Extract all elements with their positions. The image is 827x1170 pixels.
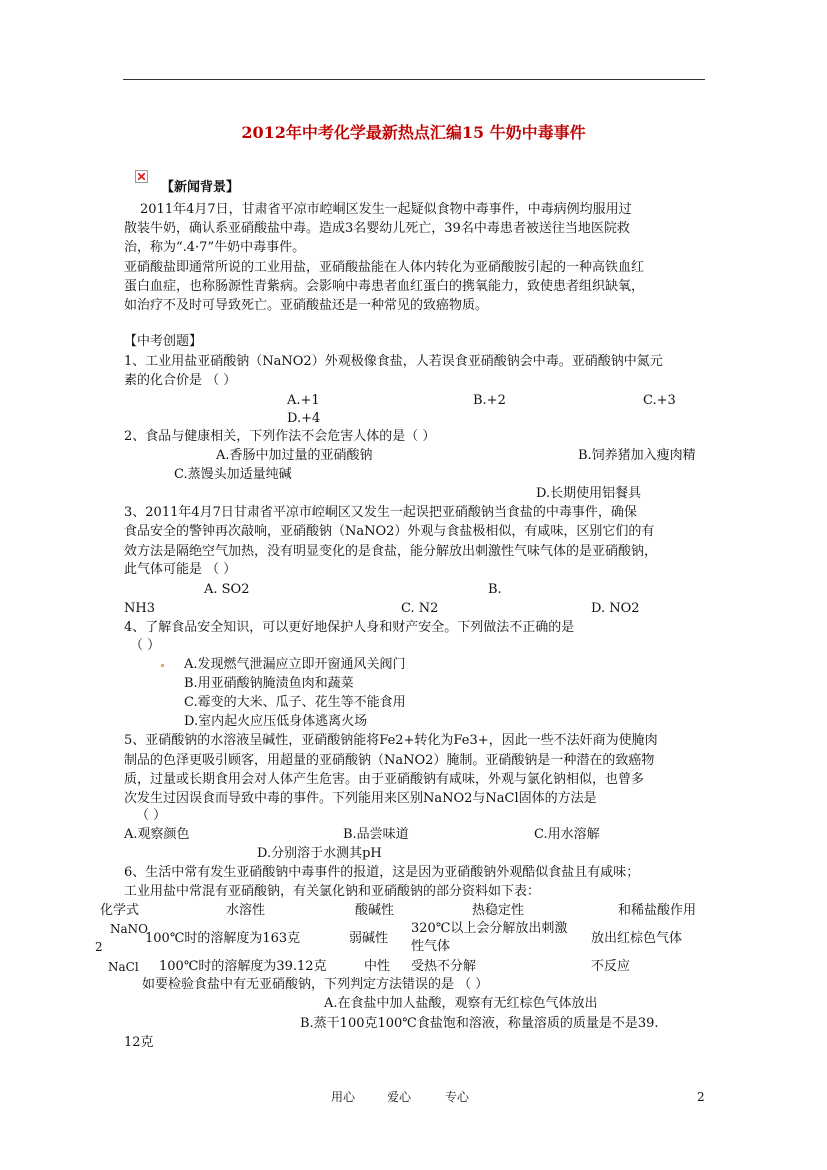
option: A.香肠中加过量的亚硝酸钠 — [216, 448, 373, 463]
option: A.+1 — [287, 393, 320, 408]
news-line: 散装牛奶，确认系亚硝酸盐中毒。造成3名婴幼儿死亡，39名中毒患者被送往当地医院救 — [124, 221, 630, 236]
option: NH3 — [124, 601, 155, 616]
table-cell: 320℃以上会分解放出刺激 — [411, 921, 568, 936]
option: C.蒸馒头加适量纯碱 — [174, 467, 292, 482]
option: 12克 — [124, 1035, 154, 1050]
table-cell: 100℃时的溶解度为163克 — [145, 931, 301, 946]
news-heading: 【新闻背景】 — [161, 180, 240, 195]
option: A.发现燃气泄漏应立即开窗通风关阀门 — [184, 657, 406, 672]
table-cell: 弱碱性 — [349, 931, 389, 946]
question-line: 如要检验食盐中有无亚硝酸钠，下列判定方法错误的是 （ ） — [142, 977, 489, 992]
footer-text: 爱心 — [387, 1090, 412, 1104]
footer-text: 用心 — [331, 1090, 356, 1104]
option: C.+3 — [643, 393, 676, 408]
option: B.饲养猪加入瘦肉精 — [578, 448, 696, 463]
option: D.+4 — [287, 411, 321, 426]
option: B. — [488, 582, 502, 597]
table-cell: NaNO — [110, 922, 148, 936]
table-cell: 受热不分解 — [411, 959, 477, 974]
question-line: 次发生过因误食而导致中毒的事件。下列能用来区别NaNO2与NaCl固体的方法是 — [124, 791, 597, 806]
question-line: 3、2011年4月7日甘肃省平凉市崆峒区又发生一起误把亚硝酸钠当食盐的中毒事件，确保 — [124, 505, 637, 520]
table-cell: 2 — [95, 940, 103, 954]
exam-heading: 【中考创题】 — [124, 334, 203, 349]
news-line: 2011年4月7日，甘肃省平凉市崆峒区发生一起疑似食物中毒事件，中毒病例均服用过 — [140, 202, 632, 217]
option: D.长期使用铝餐具 — [536, 486, 642, 501]
table-cell: 性气体 — [411, 939, 451, 954]
option: C.霉变的大米、瓜子、花生等不能食用 — [184, 695, 406, 710]
question-line: 制品的色泽更吸引顾客，用超量的亚硝酸钠（NaNO2）腌制。亚硝酸钠是一种潜在的致癌物 — [124, 753, 655, 768]
question-line: （ ） — [130, 638, 161, 653]
option: C.用水溶解 — [534, 827, 600, 842]
question-line: 食品安全的警钟再次敲响，亚硝酸钠（NaNO2）外观与食盐极相似，有咸味，区别它们的有 — [124, 524, 655, 539]
news-line: 治，称为“.4·7”牛奶中毒事件。 — [124, 240, 306, 255]
option: C. N2 — [401, 601, 439, 616]
question-line: 1、工业用盐亚硝酸钠（NaNO2）外观极像食盐，人若误食亚硝酸钠会中毒。亚硝酸钠中氮元 — [124, 354, 663, 369]
document-title: 2012年中考化学最新热点汇编15 牛奶中毒事件 — [241, 123, 586, 142]
question-line: 2、食品与健康相关，下列作法不会危害人体的是（ ） — [124, 429, 436, 444]
table-header: 酸碱性 — [355, 903, 395, 918]
question-line: （ ） — [136, 808, 167, 823]
option: D.室内起火应压低身体逃离火场 — [184, 714, 368, 729]
table-cell: 100℃时的溶解度为39.12克 — [159, 959, 327, 974]
table-header: 热稳定性 — [472, 903, 525, 918]
option: B.蒸干100克100℃食盐饱和溶液，称量溶质的质量是不是39. — [300, 1016, 659, 1031]
table-header: 化学式 — [100, 903, 140, 918]
table-header: 水溶性 — [226, 903, 266, 918]
option: D. NO2 — [591, 601, 640, 616]
table-cell: NaCl — [108, 960, 139, 974]
question-line: 质，过量或长期食用会对人体产生危害。由于亚硝酸钠有咸味，外观与氯化钠相似，也曾多 — [124, 772, 645, 787]
table-cell: 不反应 — [591, 959, 631, 974]
option: B.用亚硝酸钠腌渍鱼肉和蔬菜 — [184, 676, 354, 691]
question-line: 5、亚硝酸钠的水溶液呈碱性，亚硝酸钠能将Fe2+转化为Fe3+，因此一些不法奸商为使腌肉 — [124, 733, 658, 748]
question-line: 6、生活中常有发生亚硝酸钠中毒事件的报道，这是因为亚硝酸钠外观酷似食盐且有咸味； — [124, 865, 640, 880]
stray-mark — [161, 664, 164, 667]
footer-text: 专心 — [445, 1090, 470, 1104]
question-line: 工业用盐中常混有亚硝酸钠，有关氯化钠和亚硝酸钠的部分资料如下表： — [124, 884, 541, 899]
news-line: 亚硝酸盐即通常所说的工业用盐，亚硝酸盐能在人体内转化为亚硝酸胺引起的一种高铁血红 — [124, 260, 645, 275]
question-line: 4、了解食品安全知识，可以更好地保护人身和财产安全。下列做法不正确的是 — [124, 620, 575, 635]
header-rule — [123, 79, 705, 80]
option: A. SO2 — [204, 582, 250, 597]
question-line: 此气体可能是 （ ） — [124, 562, 237, 577]
page-number: 2 — [697, 1090, 705, 1104]
broken-image-icon — [135, 170, 148, 183]
option: A.观察颜色 — [124, 827, 190, 842]
news-line: 蛋白血症，也称肠源性青紫病。会影响中毒患者血红蛋白的携氧能力，致使患者组织缺氧， — [124, 279, 645, 294]
option: B.+2 — [473, 393, 506, 408]
question-line: 素的化合价是 （ ） — [124, 373, 237, 388]
table-cell: 放出红棕色气体 — [591, 931, 683, 946]
option: D.分别溶于水测其pH — [257, 846, 382, 861]
table-header: 和稀盐酸作用 — [618, 903, 697, 918]
question-line: 效方法是隔绝空气加热，没有明显变化的是食盐，能分解放出刺激性气味气体的是亚硝酸钠， — [124, 544, 658, 559]
option: A.在食盐中加人盐酸，观察有无红棕色气体放出 — [324, 996, 598, 1011]
option: B.品尝味道 — [343, 827, 409, 842]
news-line: 如治疗不及时可导致死亡。亚硝酸盐还是一种常见的致癌物质。 — [124, 298, 489, 313]
table-cell: 中性 — [364, 959, 391, 974]
